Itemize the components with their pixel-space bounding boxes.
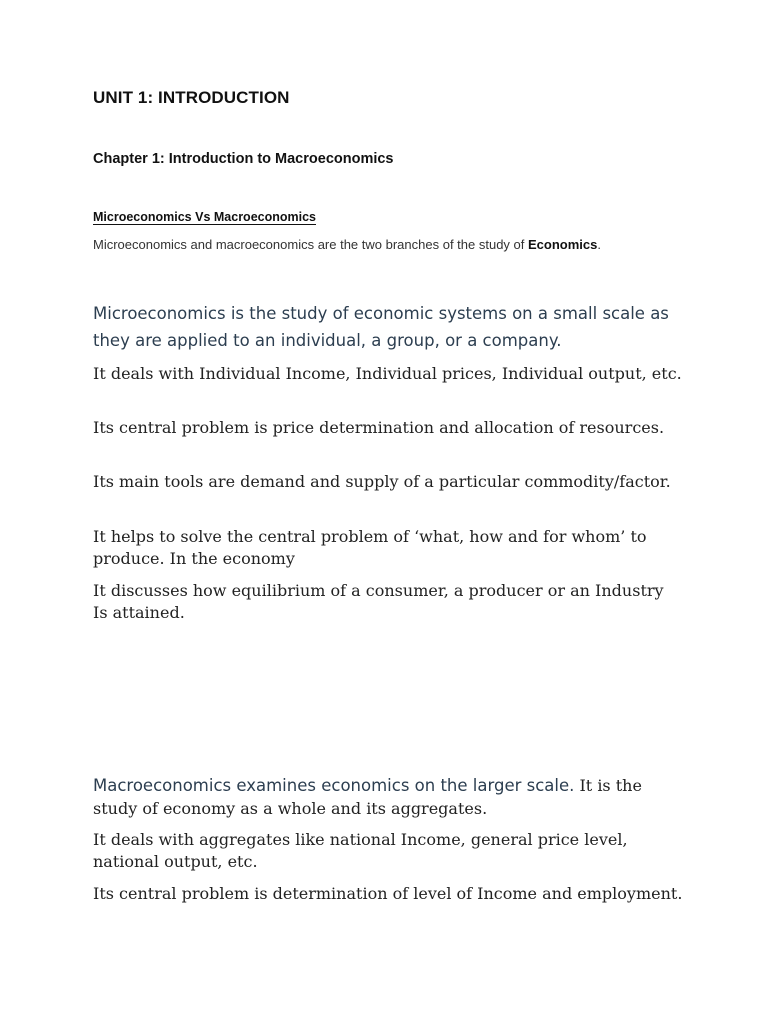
micro-point-1: It deals with Individual Income, Individual prices, Individual output, etc. bbox=[93, 364, 682, 383]
micro-lead-paragraph: Microeconomics is the study of economic systems on a small scale as they are applied to an individual, a group, or a company. bbox=[93, 304, 669, 350]
macro-lead-part2: It is the study of economy as a whole and its aggregates. bbox=[93, 776, 642, 818]
intro-paragraph bbox=[93, 237, 601, 252]
macro-lead-part1: Macroeconomics examines economics on the larger scale. bbox=[93, 776, 575, 795]
chapter-title: Chapter 1: Introduction to Macroeconomics bbox=[93, 151, 394, 167]
unit-title: UNIT 1: INTRODUCTION bbox=[93, 88, 290, 107]
micro-point-4: It helps to solve the central problem of ‘what, how and for whom’ to produce. In the economy bbox=[93, 527, 647, 568]
intro-emphasis: Economics bbox=[528, 237, 598, 252]
micro-point-5: It discusses how equilibrium of a consumer, a producer or an Industry Is attained. bbox=[93, 581, 664, 622]
macro-point-2: Its central problem is determination of level of Income and employment. bbox=[93, 884, 683, 903]
micro-point-3: Its main tools are demand and supply of a particular commodity/factor. bbox=[93, 472, 671, 491]
micro-point-2: Its central problem is price determination and allocation of resources. bbox=[93, 418, 665, 437]
macro-point-1: It deals with aggregates like national Income, general price level, national output, etc. bbox=[93, 830, 628, 871]
intro-end: . bbox=[597, 237, 601, 252]
intro-text: Microeconomics and macroeconomics are the two branches of the study of bbox=[93, 237, 528, 252]
section-heading: Microeconomics Vs Macroeconomics bbox=[93, 210, 316, 224]
macro-lead-paragraph bbox=[93, 774, 673, 820]
